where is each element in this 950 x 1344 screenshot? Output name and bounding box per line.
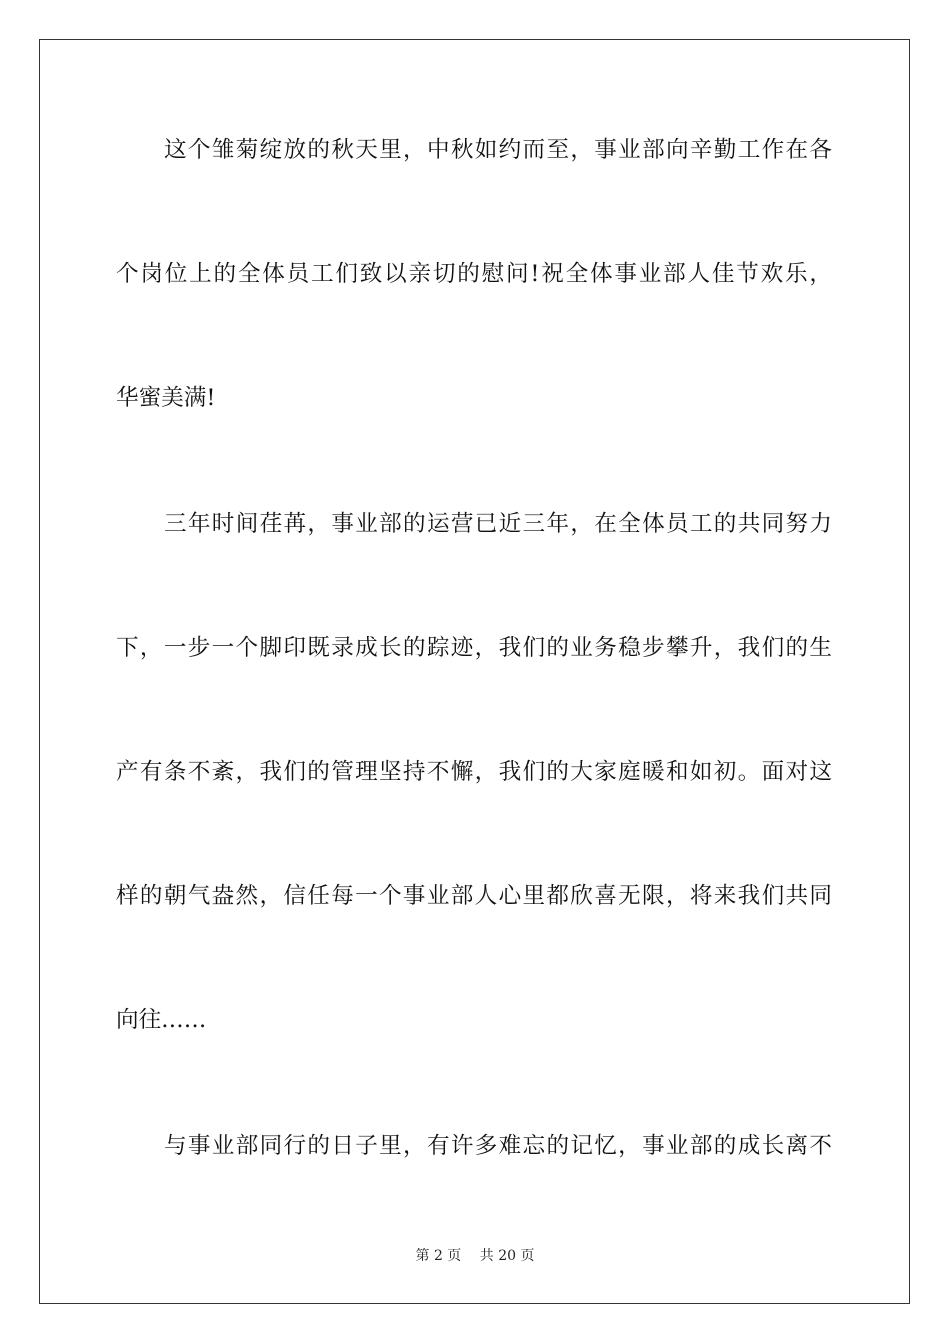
paragraph-1-line-3: 华蜜美满!: [116, 385, 216, 411]
page-frame: [39, 39, 910, 1304]
paragraph-3-line-1: 与事业部同行的日子里，有许多难忘的记忆，事业部的成长离不: [164, 1133, 832, 1159]
paragraph-2-line-5: 向往……: [116, 1007, 207, 1033]
paragraph-2-line-2: 下，一步一个脚印既录成长的踪迹，我们的业务稳步攀升，我们的生: [116, 635, 832, 661]
paragraph-1-line-2: 个岗位上的全体员工们致以亲切的慰问!祝全体事业部人佳节欢乐，: [116, 261, 832, 287]
paragraph-1-line-1: 这个雏菊绽放的秋天里，中秋如约而至，事业部向辛勤工作在各: [164, 137, 832, 163]
page-number-footer: 第 2 页 共 20 页: [415, 1248, 535, 1264]
paragraph-2-line-3: 产有条不紊，我们的管理坚持不懈，我们的大家庭暖和如初。面对这: [116, 759, 832, 785]
paragraph-2-line-1: 三年时间荏苒，事业部的运营已近三年，在全体员工的共同努力: [164, 511, 832, 537]
paragraph-2-line-4: 样的朝气盎然，信任每一个事业部人心里都欣喜无限，将来我们共同: [116, 883, 832, 909]
